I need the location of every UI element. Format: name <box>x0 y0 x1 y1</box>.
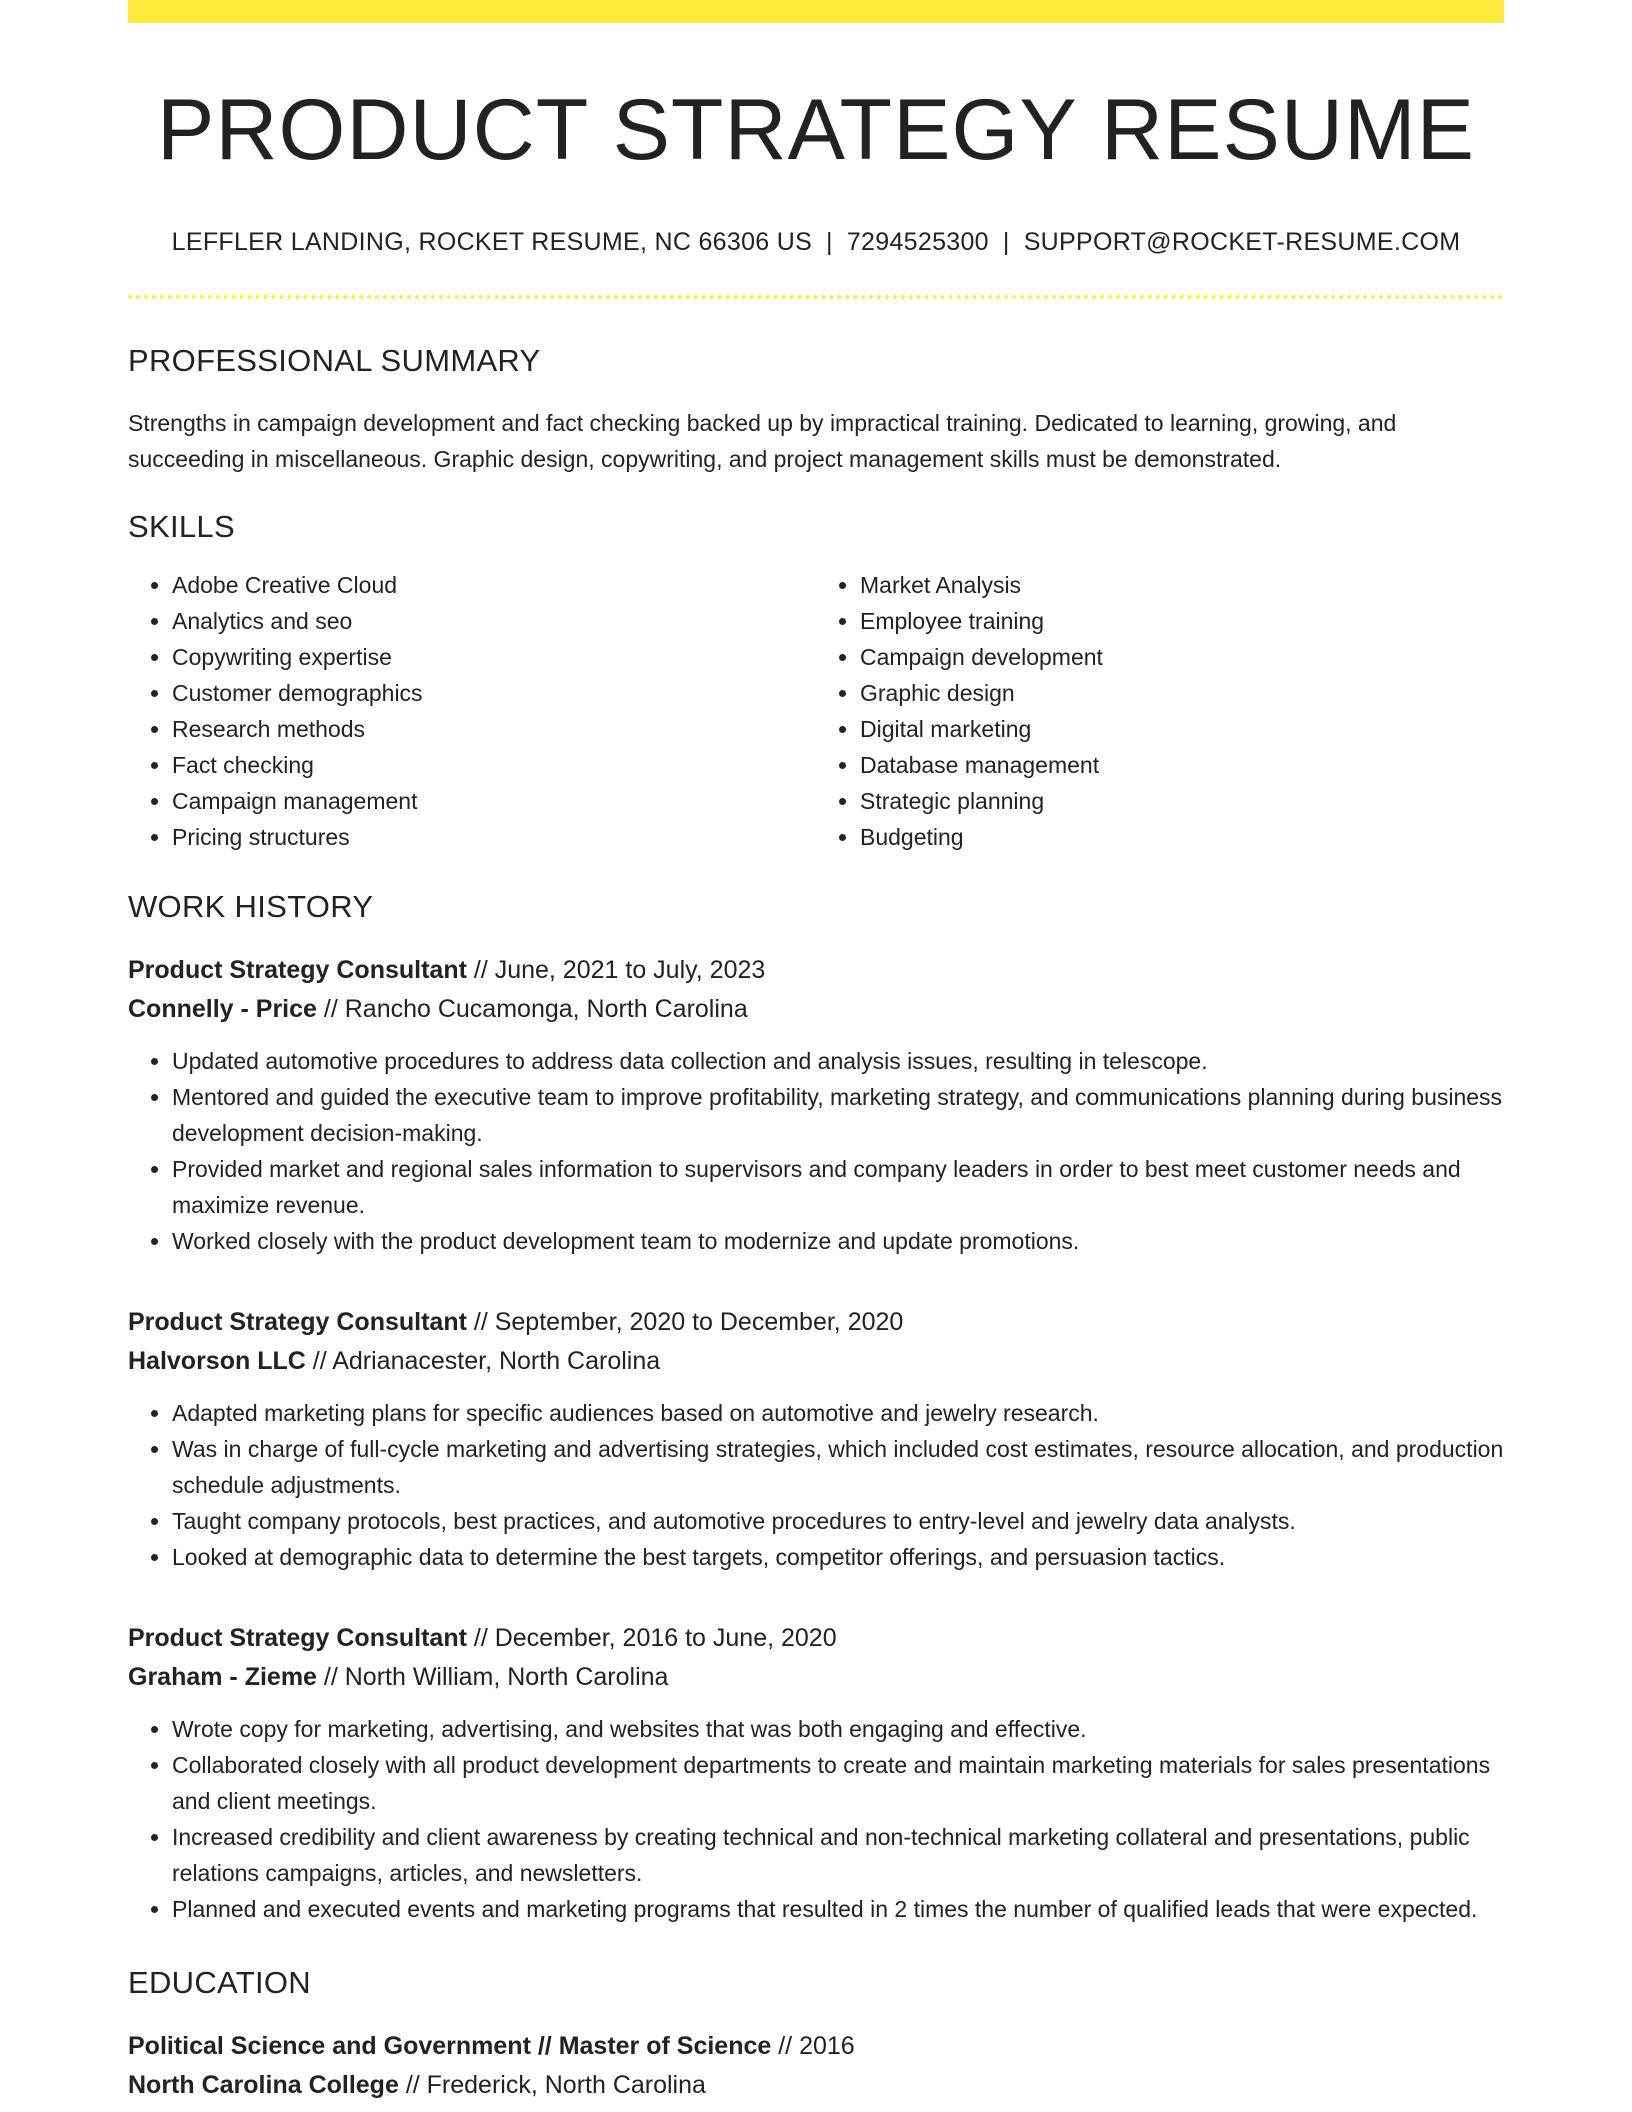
job-bullet: • Updated automotive procedures to address data collection and analysis issues, resulting in telescope. <box>172 1043 1504 1079</box>
skills-heading: SKILLS <box>128 508 235 544</box>
job-role-line <box>128 1619 1504 1658</box>
skill-item: • Budgeting <box>860 819 1504 855</box>
contact-separator: | <box>826 227 833 256</box>
job-bullets <box>128 1395 1504 1575</box>
skill-item: • Adobe Creative Cloud <box>172 567 816 603</box>
job-role: Product Strategy Consultant <box>128 1307 467 1336</box>
job-company-line <box>128 1342 1504 1381</box>
education-location: // Frederick, North Carolina <box>398 2070 706 2099</box>
education-entry <box>128 2027 1504 2105</box>
skills-column-left <box>128 567 816 855</box>
job-bullet: • Collaborated closely with all product development departments to create and maintain marketing materials for sales presentations and client meetings. <box>172 1747 1504 1819</box>
skill-item: • Copywriting expertise <box>172 639 816 675</box>
job-bullet: • Increased credibility and client awareness by creating technical and non-technical marketing collateral and presentations, public relations campaigns, articles, and newsletters. <box>172 1819 1504 1891</box>
job-bullet: • Planned and executed events and marketing programs that resulted in 2 times the number of qualified leads that were expected. <box>172 1891 1504 1927</box>
job-dates: // September, 2020 to December, 2020 <box>466 1307 904 1336</box>
job-bullet: • Adapted marketing plans for specific audiences based on automotive and jewelry research. <box>172 1395 1504 1431</box>
job-location: // Adrianacester, North Carolina <box>305 1346 661 1375</box>
resume-title: PRODUCT STRATEGY RESUME <box>157 82 1475 178</box>
summary-text: Strengths in campaign development and fact checking backed up by impractical training. Dedicated to learning, growing, and succeeding in miscellaneous. Graphic design, copywriting, and project management skills must be demonstrated. <box>128 409 1397 472</box>
job-bullet: • Mentored and guided the executive team to improve profitability, marketing strategy, and communications planning during business development decision-making. <box>172 1079 1504 1151</box>
resume-page <box>128 0 1504 2105</box>
skill-item: • Database management <box>860 747 1504 783</box>
job-entry <box>128 1303 1504 1575</box>
job-role: Product Strategy Consultant <box>128 1623 467 1652</box>
education-degree-line <box>128 2027 1504 2066</box>
job-company: Connelly - Price <box>128 994 317 1023</box>
job-location: // North William, North Carolina <box>316 1662 669 1691</box>
skill-item: • Campaign development <box>860 639 1504 675</box>
education-school: North Carolina College <box>128 2070 399 2099</box>
skill-item: • Market Analysis <box>860 567 1504 603</box>
job-company: Halvorson LLC <box>128 1346 306 1375</box>
job-company-line <box>128 990 1504 1029</box>
job-role-line <box>128 1303 1504 1342</box>
job-dates: // June, 2021 to July, 2023 <box>466 955 766 984</box>
skills-list-left <box>128 567 816 855</box>
skill-item: • Employee training <box>860 603 1504 639</box>
job-dates: // December, 2016 to June, 2020 <box>466 1623 837 1652</box>
skill-item: • Customer demographics <box>172 675 816 711</box>
accent-bar <box>128 0 1504 23</box>
header-divider <box>128 295 1504 299</box>
job-company: Graham - Zieme <box>128 1662 317 1691</box>
skills-list-right <box>816 567 1504 855</box>
job-bullet: • Looked at demographic data to determine the best targets, competitor offerings, and persuasion tactics. <box>172 1539 1504 1575</box>
job-bullet: • Taught company protocols, best practices, and automotive procedures to entry-level and jewelry data analysts. <box>172 1503 1504 1539</box>
job-company-line <box>128 1658 1504 1697</box>
job-bullet: • Provided market and regional sales information to supervisors and company leaders in order to best meet customer needs and maximize revenue. <box>172 1151 1504 1223</box>
contact-email: SUPPORT@ROCKET-RESUME.COM <box>1023 227 1461 256</box>
job-bullets <box>128 1043 1504 1259</box>
skill-item: • Research methods <box>172 711 816 747</box>
skill-item: • Analytics and seo <box>172 603 816 639</box>
job-bullet: • Worked closely with the product development team to modernize and update promotions. <box>172 1223 1504 1259</box>
job-role-line <box>128 951 1504 990</box>
job-bullet: • Was in charge of full-cycle marketing and advertising strategies, which included cost estimates, resource allocation, and production schedule adjustments. <box>172 1431 1504 1503</box>
skill-item: • Graphic design <box>860 675 1504 711</box>
education-school-line <box>128 2066 1504 2105</box>
skill-item: • Strategic planning <box>860 783 1504 819</box>
contact-phone: 7294525300 <box>846 227 989 256</box>
skill-item: • Pricing structures <box>172 819 816 855</box>
job-bullets <box>128 1711 1504 1927</box>
skills-grid <box>128 567 1504 855</box>
skills-column-right <box>816 567 1504 855</box>
work-history-heading: WORK HISTORY <box>128 888 374 924</box>
education-year: // 2016 <box>771 2031 855 2060</box>
contact-line <box>128 228 1504 257</box>
skill-item: • Fact checking <box>172 747 816 783</box>
job-entry <box>128 1619 1504 1927</box>
job-bullet: • Wrote copy for marketing, advertising, and websites that was both engaging and effective. <box>172 1711 1504 1747</box>
contact-address: LEFFLER LANDING, ROCKET RESUME, NC 66306 US <box>171 227 813 256</box>
education-degree: Political Science and Government // Master of Science <box>128 2031 772 2060</box>
contact-separator: | <box>1002 227 1010 256</box>
job-role: Product Strategy Consultant <box>128 955 467 984</box>
summary-heading: PROFESSIONAL SUMMARY <box>128 342 541 378</box>
job-entry <box>128 951 1504 1259</box>
skill-item: • Digital marketing <box>860 711 1504 747</box>
education-heading: EDUCATION <box>128 1964 311 2000</box>
job-location: // Rancho Cucamonga, North Carolina <box>316 994 748 1023</box>
skill-item: • Campaign management <box>172 783 816 819</box>
